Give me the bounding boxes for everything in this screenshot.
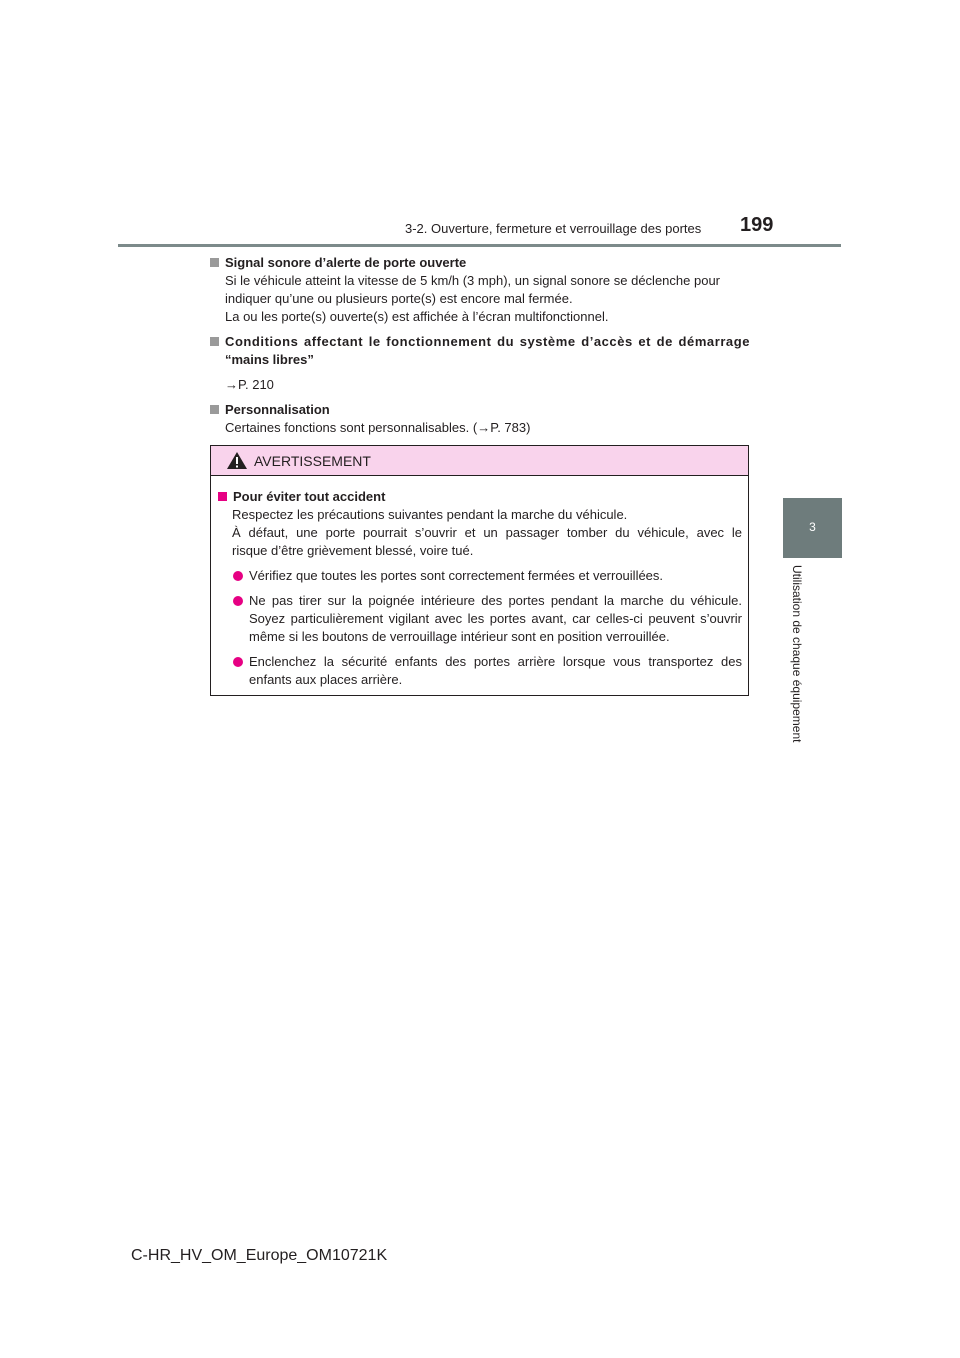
warning-triangle-icon — [226, 451, 248, 470]
section-customization — [210, 401, 750, 437]
warning-header — [211, 446, 748, 476]
main-content — [210, 254, 750, 437]
circle-bullet-icon — [233, 571, 243, 581]
warning-bullet-text: Ne pas tirer sur la poignée intérieure des portes pendant la marche du véhicule. Soyez particulièrement vigilant avec les portes avant, car celles-ci peuvent s’ouvrir même si les boutons de verrouillage intérieur sont en position verrouillée. — [249, 593, 742, 644]
warning-box — [210, 445, 749, 696]
chapter-title: Utilisation de chaque équipement — [790, 565, 804, 743]
chapter-title-vertical — [790, 565, 806, 760]
square-bullet-icon — [210, 405, 219, 414]
text-line: La ou les porte(s) ouverte(s) est affichée à l’écran multifonctionnel. — [225, 309, 609, 324]
warning-heading: Pour éviter tout accident — [233, 489, 386, 504]
document-code: C-HR_HV_OM_Europe_OM10721K — [131, 1247, 388, 1264]
text-line: Si le véhicule atteint la vitesse de 5 km/h (3 mph), un signal sonore se déclenche pour — [225, 273, 720, 288]
item-heading: Conditions affectant le fonctionnement du système d’accès et de démarrage — [225, 334, 750, 349]
item-heading: Personnalisation — [225, 402, 330, 417]
header-divider — [118, 244, 841, 247]
circle-bullet-icon — [233, 596, 243, 606]
chapter-number: 3 — [809, 520, 816, 534]
warning-bullet-text: Vérifiez que toutes les portes sont correctement fermées et verrouillées. — [249, 568, 664, 583]
text-line: indiquer qu’une ou plusieurs porte(s) est encore mal fermée. — [225, 291, 573, 306]
warning-intro: risque d’être grièvement blessé, voire tué. — [232, 543, 474, 558]
section-door-alarm — [210, 254, 750, 326]
square-bullet-icon — [210, 337, 219, 346]
page-reference: →P. 210 — [225, 377, 274, 392]
item-heading: Signal sonore d’alerte de porte ouverte — [225, 255, 467, 270]
circle-bullet-icon — [233, 657, 243, 667]
chapter-tab — [783, 498, 842, 558]
section-conditions — [210, 333, 750, 394]
warning-intro: Respectez les précautions suivantes pendant la marche du véhicule. — [232, 507, 628, 522]
item-heading-cont: “mains libres” — [225, 352, 314, 367]
warning-bullet — [218, 567, 742, 585]
warning-bullet-text: Enclenchez la sécurité enfants des portes arrière lorsque vous transportez des enfants aux places arrière. — [249, 654, 742, 687]
square-bullet-icon — [218, 492, 227, 501]
warning-intro: À défaut, une porte pourrait s’ouvrir et un passager tomber du véhicule, avec le — [232, 525, 742, 540]
warning-bullet — [218, 653, 742, 689]
item-text — [210, 272, 750, 326]
item-text: Certaines fonctions sont personnalisables. (→P. 783) — [225, 420, 531, 435]
warning-bullet — [218, 592, 742, 646]
square-bullet-icon — [210, 258, 219, 267]
page-number: 199 — [740, 214, 774, 236]
section-title: 3-2. Ouverture, fermeture et verrouillage des portes — [405, 221, 702, 236]
warning-body — [211, 476, 748, 689]
warning-title: AVERTISSEMENT — [254, 453, 371, 469]
